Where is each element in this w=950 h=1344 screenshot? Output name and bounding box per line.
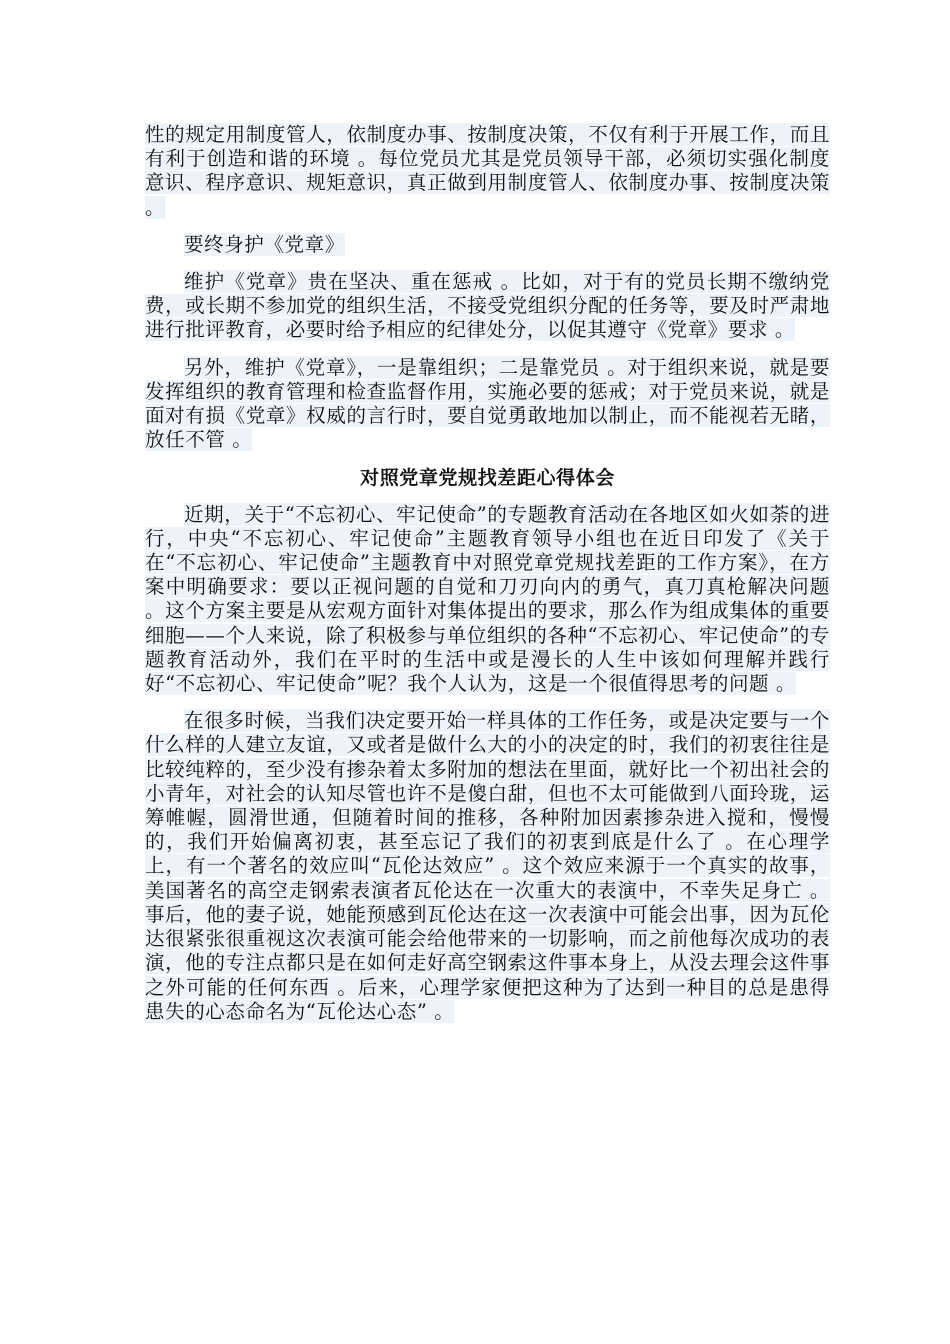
paragraph-text: 另外，维护《党章》，一是靠组织；二是靠党员 。对于组织来说，就是要发挥组织的教育管理和检查监督作用，实施必要的惩戒；对于党员来说，就是面对有损《党章》权威的言行时，要自觉勇敢地加以制止，而不能视若无睹，放任不管 。: [145, 355, 830, 452]
paragraph-text: 性的规定用制度管人，依制度办事、按制度决策，不仅有利于开展工作，而且有利于创造和谐的环境 。每位党员尤其是党员领导干部，必须切实强化制度意识、程序意识、规矩意识，真正做到用制度管人、依制度办事、按制度决策 。: [145, 123, 830, 219]
paragraph-text: 近期，关于“不忘初心、牢记使命”的专题教育活动在各地区如火如荼的进行，中央“不忘初心、牢记使命”主题教育领导小组也在近日印发了《关于在“不忘初心、牢记使命”主题教育中对照党章党规找差距的工作方案》，在方案中明确要求：要以正视问题的自觉和刀刃向内的勇气，真刀真枪解决问题 。这个方案主要是从宏观方面针对集体提出的要求，那么作为组成集体的重要细胞——个人来说，除了积极参与单位组织的各种“不忘初心、牢记使命”的专题教育活动外，我们在平时的生活中或是漫长的人生中该如何理解并践行好“不忘初心、牢记使命”呢？我个人认为，这是一个很值得思考的问题 。: [145, 502, 830, 696]
paragraph-text: 维护《党章》贵在坚决、重在惩戒 。比如，对于有的党员长期不缴纳党费，或长期不参加党的组织生活，不接受党组织分配的任务等，要及时严肃地进行批评教育，必要时给予相应的纪律处分，以促其遵守《党章》要求 。: [145, 270, 830, 342]
document-page: [145, 123, 830, 1024]
paragraph: [145, 270, 830, 343]
section-title: 对照党章党规找差距心得体会: [360, 467, 615, 490]
paragraph: [145, 503, 830, 697]
subheading: [145, 233, 830, 257]
paragraph: [145, 709, 830, 1024]
paragraph-text: 在很多时候，当我们决定要开始一样具体的工作任务，或是决定要与一个什么样的人建立友谊，又或者是做什么大的小的决定的时，我们的初衷往往是比较纯粹的，至少没有掺杂着太多附加的想法在里面，就好比一个初出社会的小青年，对社会的认知尽管也许不是傻白甜，但也不太可能做到八面玲珑，运筹帷幄，圆滑世通，但随着时间的推移，各种附加因素掺杂进入搅和，慢慢的，我们开始偏离初衷，甚至忘记了我们的初衷到底是什么了 。在心理学上，有一个著名的效应叫“瓦伦达效应” 。这个效应来源于一个真实的故事，美国著名的高空走钢索表演者瓦伦达在一次重大的表演中，不幸失足身亡 。事后，他的妻子说，她能预感到瓦伦达在这一次表演中可能会出事，因为瓦伦达很紧张很重视这次表演可能会给他带来的一切影响，而之前他每次成功的表演，他的专注点都只是在如何走好高空钢索这件事本身上，从没去理会这件事之外可能的任何东西 。后来，心理学家便把这种为了达到一种目的总是患得患失的心态命名为“瓦伦达心态” 。: [145, 709, 830, 1023]
paragraph: [145, 356, 830, 453]
subheading-text: 要终身护《党章》: [184, 232, 345, 256]
paragraph: [145, 123, 830, 220]
